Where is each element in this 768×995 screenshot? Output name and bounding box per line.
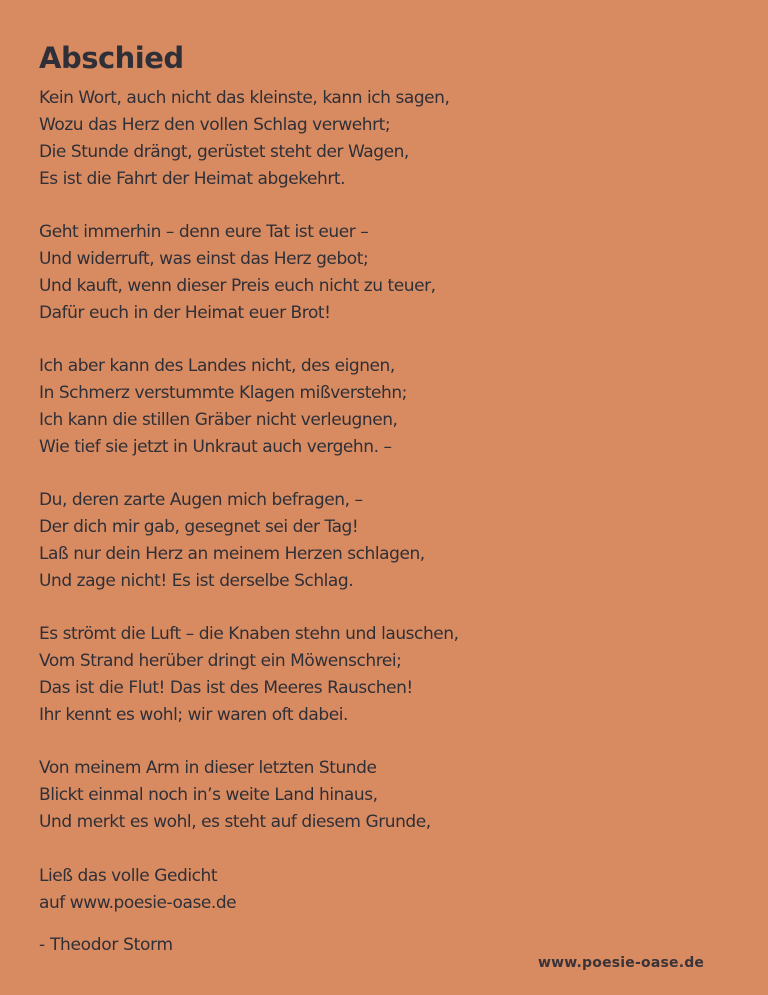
poem-line: Das ist die Flut! Das ist des Meeres Rauschen!	[39, 678, 413, 698]
stanza-5	[39, 621, 739, 729]
poem-line: Und widerruft, was einst das Herz gebot;	[39, 249, 369, 269]
poem-line: Kein Wort, auch nicht das kleinste, kann ich sagen,	[39, 88, 450, 108]
poem-line: Und kauft, wenn dieser Preis euch nicht zu teuer,	[39, 276, 436, 296]
footer-website: www.poesie-oase.de	[538, 955, 705, 971]
poem-line: Laß nur dein Herz an meinem Herzen schlagen,	[39, 544, 425, 564]
stanza-1	[39, 85, 739, 193]
poem-line: Der dich mir gab, gesegnet sei der Tag!	[39, 517, 359, 537]
poem-line: Und zage nicht! Es ist derselbe Schlag.	[39, 571, 354, 591]
stanza-2	[39, 219, 739, 327]
poem-line: Die Stunde drängt, gerüstet steht der Wagen,	[39, 142, 409, 162]
poem-line: Und merkt es wohl, es steht auf diesem Grunde,	[39, 812, 431, 832]
poem-line: Blickt einmal noch in’s weite Land hinaus,	[39, 785, 378, 805]
cta-line: Ließ das volle Gedicht	[39, 866, 218, 886]
poem-line: Dafür euch in der Heimat euer Brot!	[39, 303, 331, 323]
stanza-4	[39, 487, 739, 595]
poem-line: Wie tief sie jetzt in Unkraut auch vergehn. –	[39, 437, 392, 457]
poem-line: Es ist die Fahrt der Heimat abgekehrt.	[39, 169, 346, 189]
poem-line: Wozu das Herz den vollen Schlag verwehrt;	[39, 115, 391, 135]
poem-line: Es strömt die Luft – die Knaben stehn und lauschen,	[39, 624, 459, 644]
stanza-3	[39, 353, 739, 461]
cta-line: auf www.poesie-oase.de	[39, 893, 237, 913]
poem-author: - Theodor Storm	[39, 935, 173, 955]
poem-line: Von meinem Arm in dieser letzten Stunde	[39, 758, 377, 778]
poem-line: In Schmerz verstummte Klagen mißverstehn;	[39, 383, 407, 403]
poem-body	[39, 85, 739, 862]
poem-line: Geht immerhin – denn eure Tat ist euer –	[39, 222, 369, 242]
poem-title: Abschied	[39, 41, 184, 75]
read-full-poem-note	[39, 863, 236, 917]
poem-line: Ich kann die stillen Gräber nicht verleugnen,	[39, 410, 398, 430]
stanza-6	[39, 755, 739, 836]
poem-line: Vom Strand herüber dringt ein Möwenschrei;	[39, 651, 402, 671]
poem-line: Du, deren zarte Augen mich befragen, –	[39, 490, 363, 510]
poem-line: Ihr kennt es wohl; wir waren oft dabei.	[39, 705, 348, 725]
poem-line: Ich aber kann des Landes nicht, des eignen,	[39, 356, 395, 376]
